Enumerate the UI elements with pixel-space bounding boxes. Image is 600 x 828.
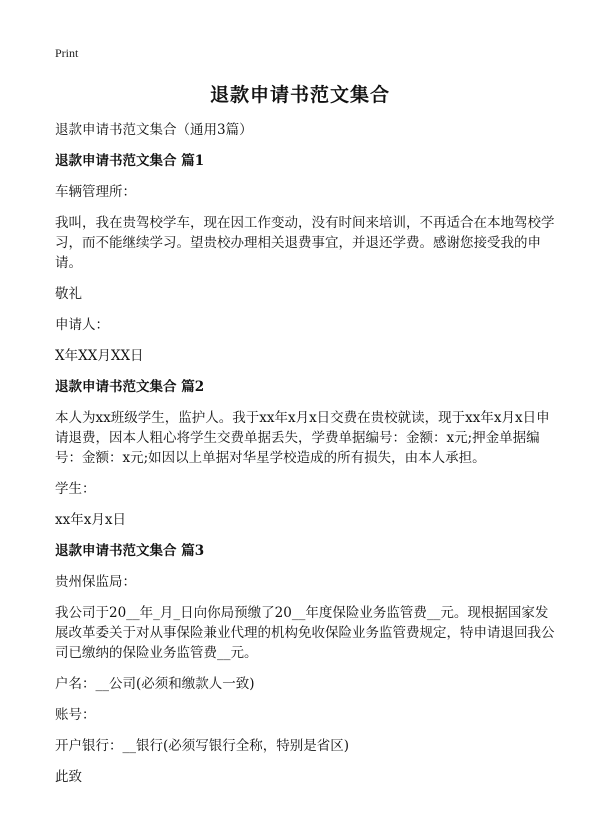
body-paragraph-2: 本人为xx班级学生，监护人。我于xx年x月x日交费在贵校就读，现于xx年x月x日申请退费，因本人粗心将学生交费单据丢失，学费单据编号：金额：x元;押金单据编号：金额：x元;如因以上单据对华星学校造成的所有损失，由本人承担。 — [55, 410, 550, 466]
account-name-line: 户名：__公司(必须和缴款人一致) — [55, 676, 255, 692]
closing-1: 敬礼 — [55, 286, 82, 302]
date-line-2: xx年x月x日 — [55, 512, 126, 528]
section-heading-2: 退款申请书范文集合 篇2 — [55, 379, 205, 395]
salutation-3: 贵州保监局： — [55, 574, 136, 590]
section-heading-3: 退款申请书范文集合 篇3 — [55, 543, 205, 559]
document-body — [55, 120, 555, 798]
account-number-line: 账号： — [55, 707, 96, 723]
document-title: 退款申请书范文集合 — [209, 84, 390, 106]
document-subtitle: 退款申请书范文集合（通用3篇） — [55, 122, 253, 138]
body-paragraph-1: 我叫，我在贵驾校学车，现在因工作变动，没有时间来培训，不再适合在本地驾校学习，而不能继续学习。望贵校办理相关退费事宜，并退还学费。感谢您接受我的申请。 — [55, 215, 555, 271]
date-line-1: X年XX月XX日 — [55, 348, 144, 364]
closing-3: 此致 — [55, 769, 82, 785]
salutation-1: 车辆管理所： — [55, 184, 136, 200]
student-line-2: 学生： — [55, 481, 96, 497]
print-label: Print — [55, 46, 79, 60]
bank-line: 开户银行：__银行(必须写银行全称，特别是省区) — [55, 738, 350, 754]
section-heading-1: 退款申请书范文集合 篇1 — [55, 153, 205, 169]
body-paragraph-3: 我公司于20__年_月_日向你局预缴了20__年度保险业务监管费__元。现根据国家发展改革委关于对从事保险兼业代理的机构免收保险业务监管费规定，特申请退回我公司已缴纳的保险业务监管费__元。 — [55, 605, 555, 661]
applicant-line-1: 申请人： — [55, 317, 109, 333]
